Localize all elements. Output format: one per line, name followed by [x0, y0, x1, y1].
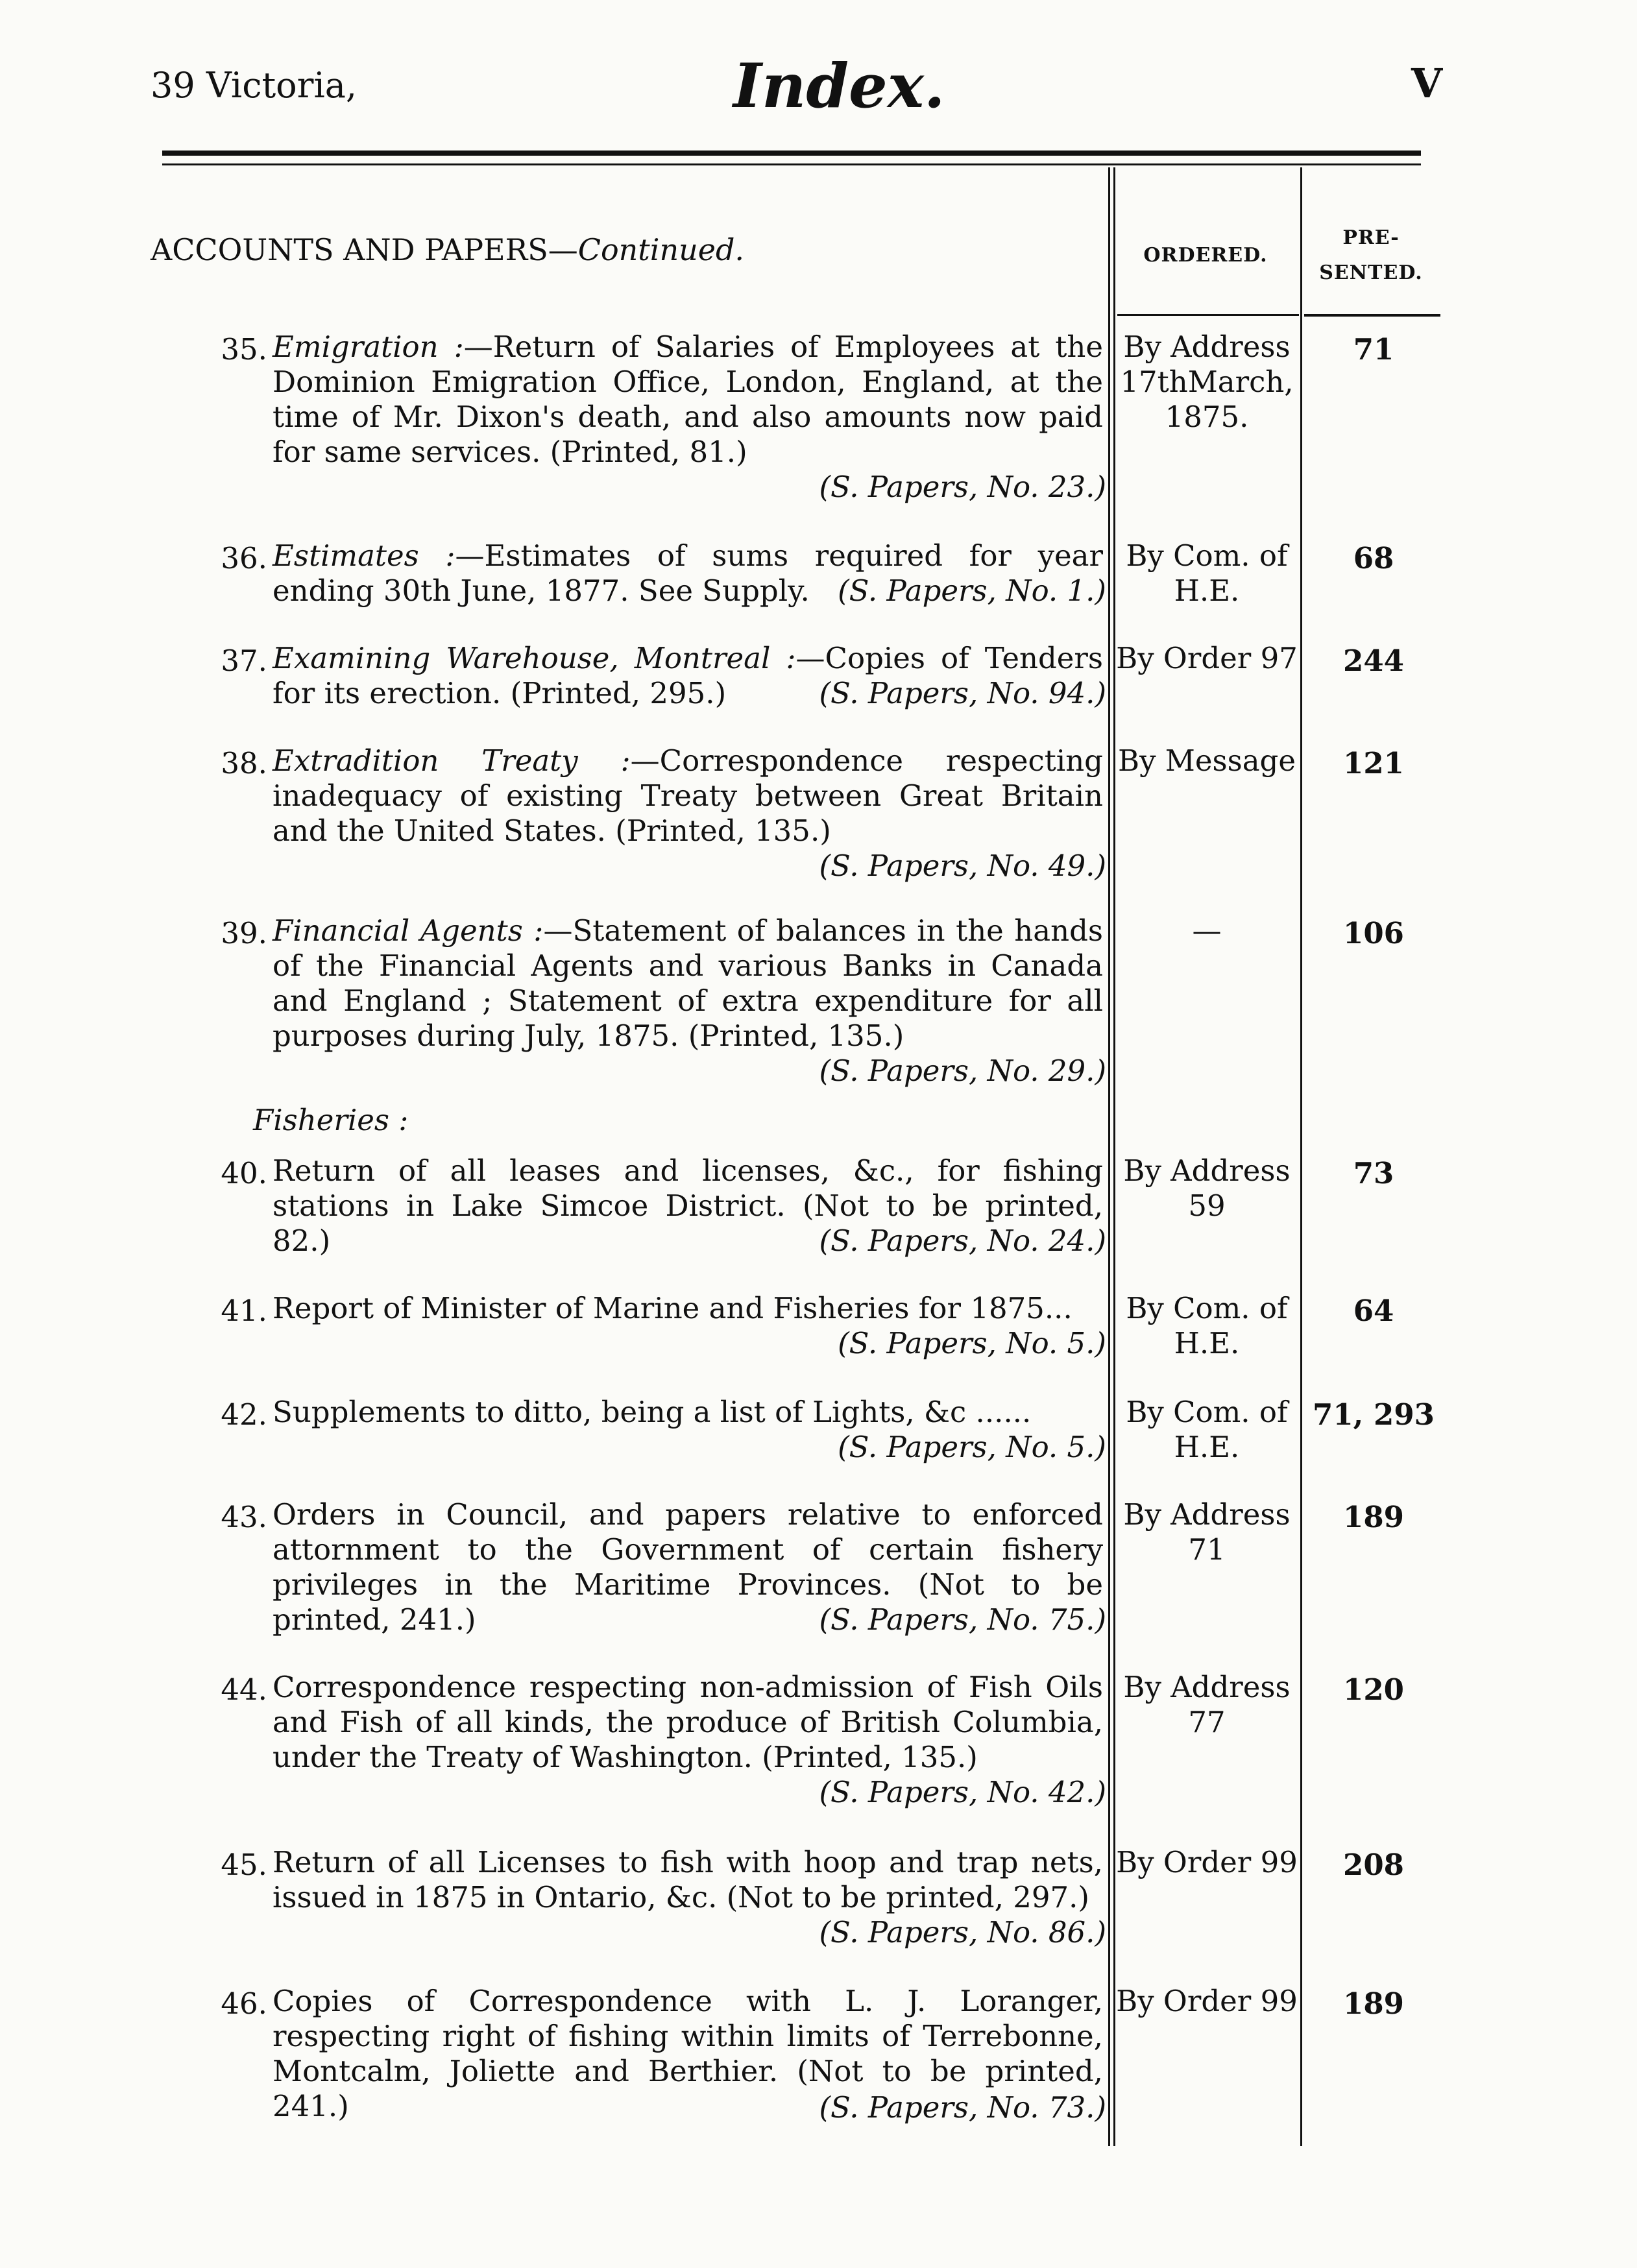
entry-38-presented: 121: [1343, 746, 1404, 780]
entry-36-title: Estimates :: [273, 538, 455, 573]
entry-35-presented: 71: [1353, 332, 1394, 367]
entry-38-description: [273, 743, 1103, 849]
entry-42-presented: 71, 293: [1313, 1397, 1435, 1432]
entry-37-title: Examining Warehouse, Montreal :: [273, 641, 796, 675]
entry-46-number: 46.: [221, 1986, 267, 2021]
entry-43-presented: 189: [1343, 1500, 1404, 1534]
entry-37-ordered: By Order 97: [1116, 641, 1298, 675]
entry-40-reference: (S. Papers, No. 24.): [819, 1224, 1106, 1258]
entry-36-presented: 68: [1353, 541, 1394, 575]
section-title-continued: Continued.: [577, 232, 745, 267]
entry-46-presented: 189: [1343, 1986, 1404, 2021]
entry-36-ordered: By Com. of H.E.: [1126, 538, 1288, 608]
entry-38-number: 38.: [221, 746, 267, 780]
entry-38-text: —Correspondence respecting inadequacy of existing Treaty between Great Britain and the United States. (Printed, 135.): [273, 743, 1103, 848]
entry-39-text: —Statement of balances in the hands of the Financial Agents and various Banks in Canada and England ; Statement of extra expenditure for all purposes during July, 1875. (Printed, 135.): [273, 913, 1103, 1053]
entry-46-text: Copies of Correspondence with L. J. Loranger, respecting right of fishing within limits of Terrebonne, Montcalm, Joliette and Berthier. (Not to be printed, 241.): [273, 1984, 1103, 2123]
entry-41-description: [273, 1291, 1103, 1326]
entry-44-text: Correspondence respecting non-admission of Fish Oils and Fish of all kinds, the produce of British Columbia, under the Treaty of Washington. (Printed, 135.): [273, 1670, 1103, 1774]
entry-41-ordered: By Com. of H.E.: [1126, 1291, 1288, 1360]
column-head-ordered: ORDERED.: [1143, 244, 1268, 267]
entry-40-text: Return of all leases and licenses, &c., for fishing stations in Lake Simcoe District. (Not to be printed, 82.): [273, 1153, 1103, 1258]
header-rule-thin: [162, 163, 1421, 165]
entry-46-reference: (S. Papers, No. 73.): [819, 2090, 1106, 2125]
entry-43-reference: (S. Papers, No. 75.): [819, 1602, 1106, 1637]
entry-45-reference: (S. Papers, No. 86.): [819, 1915, 1106, 1949]
entry-38-ordered: By Message: [1118, 743, 1296, 778]
entry-39-title: Financial Agents :: [273, 913, 544, 948]
entry-40-ordered: By Address 59: [1123, 1153, 1291, 1223]
entry-45-number: 45.: [221, 1848, 267, 1882]
entry-37-text: —Copies of Tenders for its erection. (Printed, 295.): [273, 641, 1103, 710]
entry-42-number: 42.: [221, 1397, 267, 1432]
entry-44-ordered: By Address 77: [1123, 1670, 1291, 1739]
entry-37-number: 37.: [221, 644, 267, 678]
entry-42-description: [273, 1395, 1103, 1430]
running-head-left: 39 Victoria,: [151, 65, 358, 106]
section-title: [151, 232, 744, 267]
entry-40-presented: 73: [1353, 1156, 1394, 1190]
entry-44-number: 44.: [221, 1672, 267, 1707]
entry-44-reference: (S. Papers, No. 42.): [819, 1775, 1106, 1809]
column-head-rule-presented: [1304, 314, 1440, 317]
entry-46-ordered: By Order 99: [1116, 1984, 1298, 2018]
entry-45-text: Return of all Licenses to fish with hoop and trap nets, issued in 1875 in Ontario, &c. (Not to be printed, 297.): [273, 1845, 1103, 1914]
entry-45-ordered: By Order 99: [1116, 1845, 1298, 1879]
entry-39-ordered: —: [1192, 913, 1222, 948]
entry-35-number: 35.: [221, 332, 267, 367]
entry-36-text: —Estimates of sums required for year ending 30th June, 1877. See Supply.: [273, 538, 1103, 608]
entry-44-presented: 120: [1343, 1672, 1404, 1707]
entry-43-ordered: By Address 71: [1123, 1497, 1291, 1567]
entry-35-description: [273, 330, 1103, 470]
entry-42-reference: (S. Papers, No. 5.): [838, 1430, 1106, 1464]
entry-35-text: —Return of Salaries of Employees at the Dominion Emigration Office, London, England, at the time of Mr. Dixon's death, and also amounts now paid for same services. (Printed, 81.): [273, 330, 1103, 469]
entry-42-ordered: By Com. of H.E.: [1126, 1395, 1288, 1464]
entry-45-presented: 208: [1343, 1848, 1404, 1882]
entry-35-reference: (S. Papers, No. 23.): [819, 470, 1106, 504]
entry-44-description: [273, 1670, 1103, 1775]
entry-36-reference: (S. Papers, No. 1.): [838, 573, 1106, 608]
entry-38-reference: (S. Papers, No. 49.): [819, 849, 1106, 883]
entry-40-number: 40.: [221, 1156, 267, 1190]
entry-39-presented: 106: [1343, 916, 1404, 950]
entry-42-text: Supplements to ditto, being a list of Lights, &c ......: [273, 1395, 1032, 1429]
page-number: V: [1411, 60, 1443, 107]
entry-41-number: 41.: [221, 1294, 267, 1328]
entry-41-reference: (S. Papers, No. 5.): [838, 1326, 1106, 1360]
entry-39-reference: (S. Papers, No. 29.): [819, 1054, 1106, 1088]
entry-38-title: Extradition Treaty :: [273, 743, 631, 778]
running-head-title: Index.: [733, 51, 945, 122]
entry-41-text: Report of Minister of Marine and Fisheries for 1875...: [273, 1291, 1073, 1325]
section-title-main: ACCOUNTS AND PAPERS—: [151, 232, 578, 267]
entry-39-number: 39.: [221, 916, 267, 950]
column-rule-left-a: [1108, 167, 1110, 2146]
entry-36-number: 36.: [221, 541, 267, 575]
entry-41-presented: 64: [1353, 1294, 1394, 1328]
column-head-presented: PRE-SENTED.: [1319, 226, 1423, 284]
entry-37-reference: (S. Papers, No. 94.): [819, 676, 1106, 710]
entry-43-text: Orders in Council, and papers relative to enforced attornment to the Government of certain fishery privileges in the Maritime Provinces. (Not to be printed, 241.): [273, 1497, 1103, 1637]
header-rule-thick: [162, 151, 1421, 156]
subheading-fisheries: Fisheries :: [253, 1103, 409, 1137]
column-head-rule-ordered: [1117, 314, 1299, 316]
entry-37-presented: 244: [1343, 644, 1404, 678]
entry-43-number: 43.: [221, 1500, 267, 1534]
entry-35-ordered: By Address 17thMarch, 1875.: [1120, 330, 1294, 434]
entry-45-description: [273, 1845, 1103, 1915]
entry-35-title: Emigration :: [273, 330, 464, 364]
